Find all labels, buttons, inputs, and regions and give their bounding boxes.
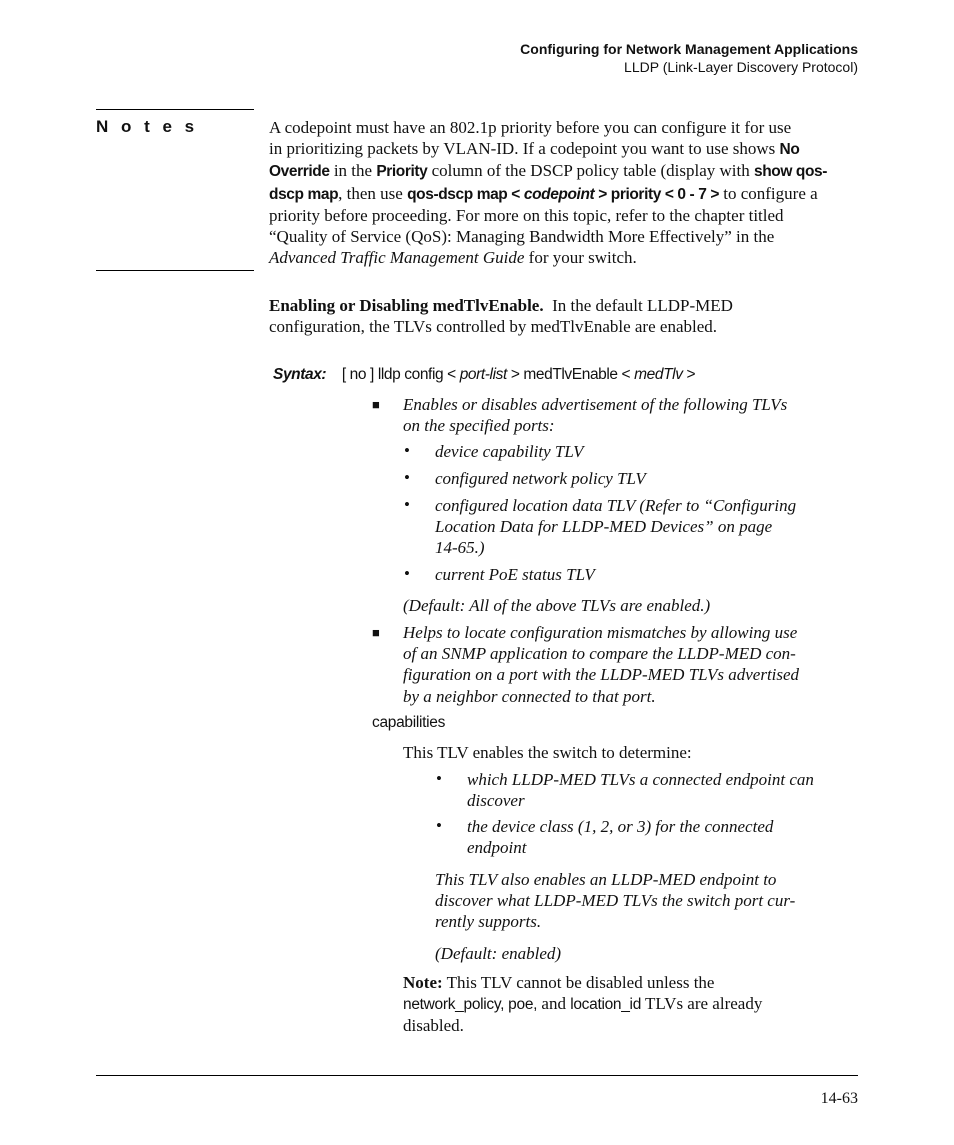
- square-bullet-icon: ■: [372, 397, 380, 412]
- note-label: Note:: [403, 973, 443, 992]
- square-bullet-icon: ■: [372, 625, 380, 640]
- notes-paragraph: [269, 117, 869, 268]
- capabilities-note: Note: This TLV cannot be disabled unless the network_policy, poe, and location_id TLVs are already disabled.: [403, 973, 763, 1036]
- dot-bullet-icon: •: [404, 564, 410, 583]
- page-number: 14-63: [820, 1090, 858, 1107]
- sub-bullet-3: configured location data TLV (Refer to “Configuring Location Data for LLDP-MED Devices” on page 14-65.): [435, 496, 797, 558]
- dot-bullet-icon: •: [404, 468, 410, 487]
- notes-line-1: A codepoint must have an 802.1p priority before you can configure it for use: [269, 118, 792, 137]
- capabilities-default: (Default: enabled): [435, 944, 562, 963]
- notes-bottom-rule: [96, 270, 254, 271]
- dot-bullet-icon: •: [404, 441, 410, 460]
- dot-bullet-icon: •: [436, 769, 442, 788]
- notes-line-6: “Quality of Service (QoS): Managing Bandwidth More Effectively” in the: [269, 227, 775, 247]
- sub-bullet-4: current PoE status TLV: [435, 565, 595, 584]
- notes-line-4: dscp map, then use qos-dscp map < codepoint > priority < 0 - 7 > to configure a: [269, 183, 818, 203]
- running-header-subtitle: LLDP (Link-Layer Discovery Protocol): [624, 59, 858, 75]
- syntax-label: Syntax:: [273, 366, 327, 383]
- capabilities-also: This TLV also enables an LLDP-MED endpoint to discover what LLDP-MED TLVs the switch port cur- rently supports.: [435, 870, 796, 932]
- capabilities-item-2: the device class (1, 2, or 3) for the connected endpoint: [467, 817, 774, 858]
- capabilities-intro: This TLV enables the switch to determine:: [403, 743, 692, 762]
- capabilities-term: capabilities: [372, 714, 446, 731]
- sub-bullet-2: configured network policy TLV: [435, 469, 646, 488]
- notes-line-2: in prioritizing packets by VLAN-ID. If a codepoint you want to use shows No: [269, 139, 800, 159]
- dot-bullet-icon: •: [404, 495, 410, 514]
- notes-top-rule: [96, 109, 254, 110]
- syntax-line: Syntax: [ no ] lldp config < port-list > medTlvEnable < medTlv >: [273, 366, 696, 383]
- section-heading: Enabling or Disabling medTlvEnable.: [269, 296, 544, 315]
- capabilities-item-1: which LLDP-MED TLVs a connected endpoint can discover: [467, 770, 814, 811]
- notes-label: N o t e s: [96, 117, 199, 136]
- dot-bullet-icon: •: [436, 816, 442, 835]
- default-note-1: (Default: All of the above TLVs are enabled.): [403, 596, 711, 615]
- bullet-1-text: Enables or disables advertisement of the following TLVs on the specified ports:: [403, 395, 788, 436]
- bullet-2-text: Helps to locate configuration mismatches by allowing use of an SNMP application to compare the LLDP-MED con- figuration on a port with the LLDP-MED TLVs advertised by a neighbor connected to that port.: [403, 623, 800, 706]
- section-line-1: Enabling or Disabling medTlvEnable. In the default LLDP-MED: [269, 296, 733, 315]
- notes-line-7: Advanced Traffic Management Guide for your switch.: [269, 248, 637, 268]
- notes-line-5: priority before proceeding. For more on this topic, refer to the chapter titled: [269, 205, 784, 225]
- section-paragraph: [269, 295, 869, 337]
- running-header-title: Configuring for Network Management Applications: [520, 41, 858, 57]
- section-line-2: configuration, the TLVs controlled by medTlvEnable are enabled.: [269, 317, 718, 337]
- sub-bullet-1: device capability TLV: [435, 442, 584, 461]
- footer-rule: [96, 1075, 858, 1076]
- notes-line-3: Override in the Priority column of the DSCP policy table (display with show qos-: [269, 161, 828, 181]
